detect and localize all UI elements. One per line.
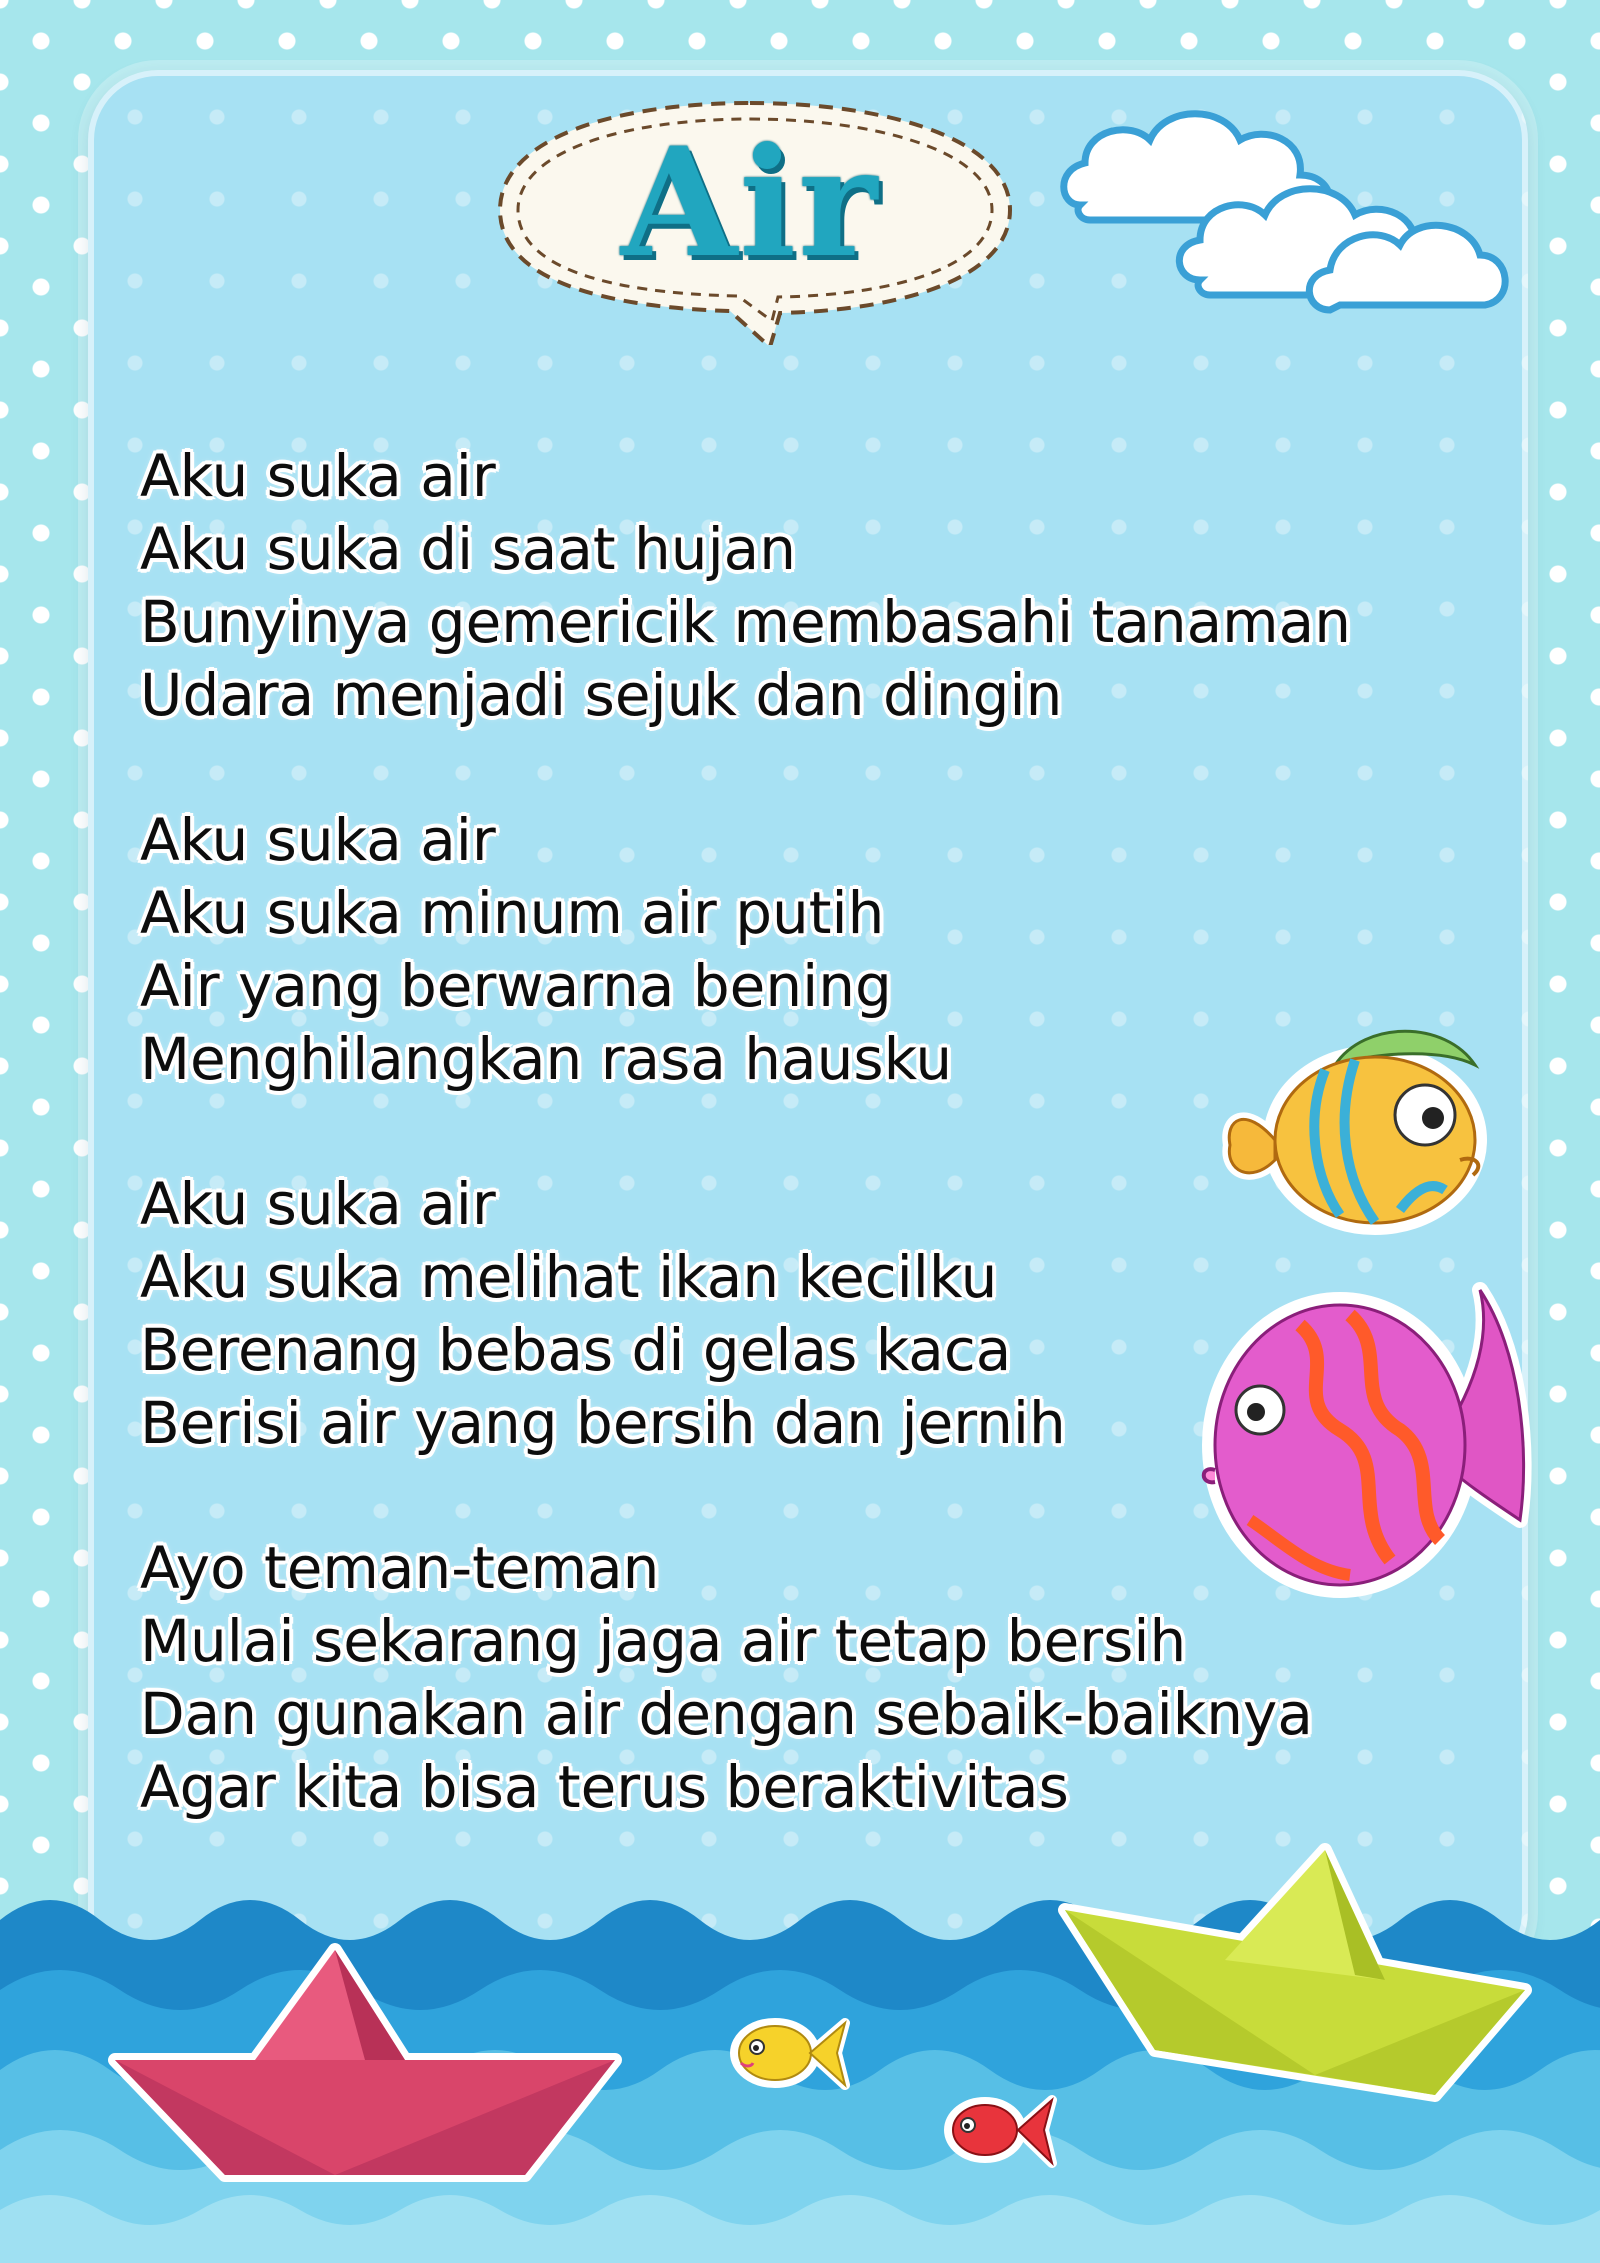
poem-line: Aku suka air — [140, 806, 496, 874]
pink-fish-icon — [1190, 1270, 1550, 1610]
green-paper-boat-icon — [1055, 1840, 1535, 2110]
poem-line: Berenang bebas di gelas kaca — [140, 1316, 1012, 1384]
small-yellow-fish-icon — [725, 2005, 855, 2100]
poem-line: Ayo teman-teman — [140, 1534, 660, 1602]
poem-line: Berisi air yang bersih dan jernih — [140, 1389, 1066, 1457]
small-red-fish-icon — [940, 2085, 1060, 2175]
poem-line: Aku suka air — [140, 442, 496, 510]
stanza-1 — [140, 440, 1460, 732]
poem-line: Aku suka minum air putih — [140, 879, 885, 947]
red-paper-boat-icon — [105, 1940, 625, 2190]
poem-line: Aku suka di saat hujan — [140, 515, 796, 583]
poem-line: Mulai sekarang jaga air tetap bersih — [140, 1607, 1187, 1675]
cloud-icon — [1050, 95, 1510, 345]
page-title: Air — [620, 115, 880, 291]
poem-line: Dan gunakan air dengan sebaik-baiknya — [140, 1680, 1313, 1748]
title-badge — [480, 85, 1040, 345]
poem-line: Agar kita bisa terus beraktivitas — [140, 1753, 1069, 1821]
poem-line: Aku suka air — [140, 1170, 496, 1238]
yellow-fish-icon — [1215, 1010, 1515, 1250]
poem-line: Udara menjadi sejuk dan dingin — [140, 661, 1063, 729]
poem-line: Menghilangkan rasa hausku — [140, 1025, 953, 1093]
poem-line: Bunyinya gemericik membasahi tanaman — [140, 588, 1351, 656]
poem-line: Aku suka melihat ikan kecilku — [140, 1243, 998, 1311]
poem-line: Air yang berwarna bening — [140, 952, 892, 1020]
